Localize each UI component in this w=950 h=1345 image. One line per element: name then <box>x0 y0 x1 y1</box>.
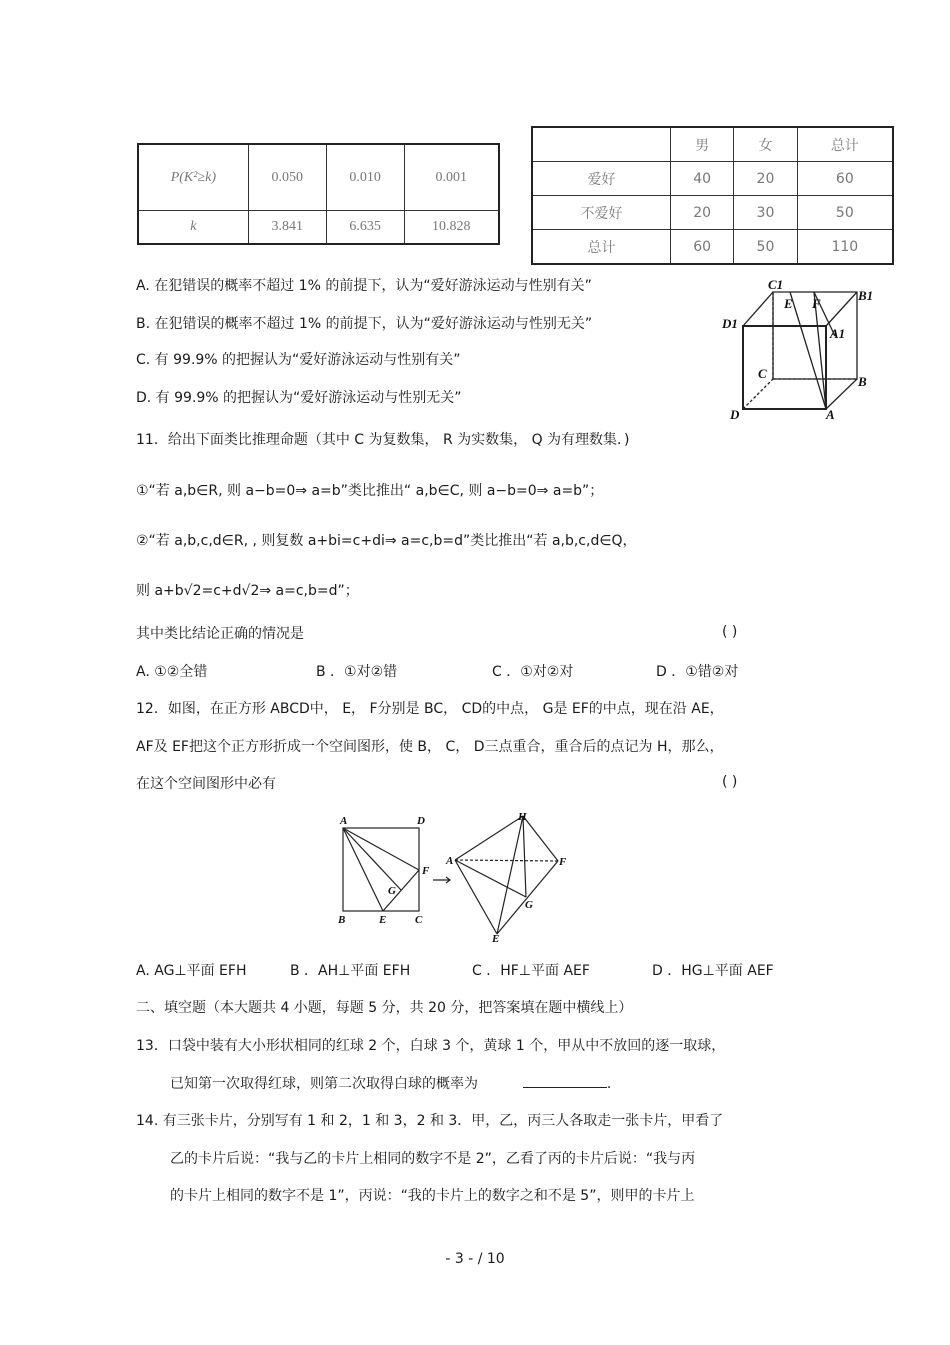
q14-line1: 14. 有三张卡片，分别写有 1 和 2，1 和 3，2 和 3．甲，乙，丙三人各取走一张卡片，甲看了 <box>136 1113 724 1129</box>
fold-label: F <box>422 865 430 877</box>
table2-cell: 50 <box>797 196 893 230</box>
table2-header-cell: 女 <box>734 127 797 162</box>
fold-label: C <box>415 914 423 926</box>
cube-label: A1 <box>830 326 846 341</box>
fold-arrow-label: → <box>434 868 435 869</box>
q13-line2 <box>170 1073 611 1094</box>
table1-cell: 6.635 <box>326 211 404 245</box>
table2-cell: 爱好 <box>532 162 670 196</box>
table1-header-cell: 0.001 <box>404 144 499 211</box>
table2-header-cell: 男 <box>670 127 733 162</box>
section-2-heading: 二、填空题（本大题共 4 小题，每题 5 分，共 20 分，把答案填在题中横线上） <box>136 1000 633 1016</box>
fold-label: E <box>379 914 387 926</box>
q10-option-b: B. 在犯错误的概率不超过 1% 的前提下，认为“爱好游泳运动与性别无关” <box>136 316 593 332</box>
q10-option-d: D. 有 99.9% 的把握认为“爱好游泳运动与性别无关” <box>136 390 462 406</box>
fold-figure <box>330 808 580 943</box>
table2-cell: 20 <box>670 196 733 230</box>
cube-label: B <box>858 374 867 389</box>
table2-cell: 60 <box>797 162 893 196</box>
table1-header-cell: 0.010 <box>326 144 404 211</box>
q12-option-c: C ．HF⊥平面 AEF <box>472 963 590 979</box>
table1-header-cell: P(K²≥k) <box>138 144 248 211</box>
table1-cell: 10.828 <box>404 211 499 245</box>
q11-question: 其中类比结论正确的情况是 <box>136 626 304 642</box>
table2-header-cell <box>532 127 670 162</box>
q12-option-d: D ．HG⊥平面 AEF <box>652 963 774 979</box>
fold-label: G <box>525 899 533 911</box>
fold-label: H <box>518 811 527 823</box>
contingency-table <box>531 126 894 265</box>
table1-header-cell: 0.050 <box>248 144 326 211</box>
q13-answer-blank[interactable] <box>523 1073 607 1088</box>
q11-proposition-2: ②“若 a,b,c,d∈R, , 则复数 a+bi=c+di⇒ a=c,b=d”类比推出“若 a,b,c,d∈Q， <box>136 533 637 549</box>
q12-stem-line2: AF及 EF把这个正方形折成一个空间图形，使 B， C， D三点重合，重合后的点记为 H，那么， <box>136 739 724 755</box>
q13-line1: 13．口袋中装有大小形状相同的红球 2 个，白球 3 个，黄球 1 个，甲从中不放回的逐一取球， <box>136 1038 726 1054</box>
cube-figure <box>720 276 880 426</box>
q11-answer-paren: ( ) <box>722 624 738 640</box>
table2-cell: 30 <box>734 196 797 230</box>
table2-cell: 不爱好 <box>532 196 670 230</box>
cube-label: A <box>826 407 835 422</box>
q13-line2-text: 已知第一次取得红球，则第二次取得白球的概率为 <box>170 1076 478 1092</box>
q10-option-a: A. 在犯错误的概率不超过 1% 的前提下，认为“爱好游泳运动与性别有关” <box>136 278 592 294</box>
cube-label: D1 <box>722 316 738 331</box>
q12-option-a: A. AG⊥平面 EFH <box>136 963 247 979</box>
q13-period: . <box>606 1076 612 1092</box>
q10-option-c: C. 有 99.9% 的把握认为“爱好游泳运动与性别有关” <box>136 352 461 368</box>
cube-label: B1 <box>858 288 874 303</box>
table2-cell: 总计 <box>532 230 670 265</box>
table1-cell: k <box>138 211 248 245</box>
table1-cell: 3.841 <box>248 211 326 245</box>
fold-label: E <box>492 933 500 943</box>
page-number: - 3 - / 10 <box>445 1251 505 1267</box>
fold-label: A <box>446 855 454 867</box>
q11-proposition-1: ①“若 a,b∈R, 则 a−b=0⇒ a=b”类比推出“ a,b∈C, 则 a−b=0⇒ a=b”； <box>136 483 604 499</box>
q12-stem-line1: 12．如图，在正方形 ABCD中， E， F分别是 BC， CD的中点， G是 EF的中点，现在沿 AE， <box>136 701 724 717</box>
cube-label: E <box>784 296 793 311</box>
q11-option-b: B ．①对②错 <box>316 664 398 680</box>
q11-option-d: D ．①错②对 <box>656 664 739 680</box>
table2-cell: 110 <box>797 230 893 265</box>
fold-label: A <box>340 815 348 827</box>
table2-cell: 20 <box>734 162 797 196</box>
q14-line3: 的卡片上相同的数字不是 1”，丙说：“我的卡片上的数字之和不是 5”，则甲的卡片上 <box>170 1188 695 1204</box>
q12-stem-line3: 在这个空间图形中必有 <box>136 776 276 792</box>
q12-answer-paren: ( ) <box>722 774 738 790</box>
q11-option-c: C ．①对②对 <box>492 664 574 680</box>
cube-label: C <box>758 366 767 381</box>
table2-cell: 40 <box>670 162 733 196</box>
cube-label: D <box>730 407 740 422</box>
critical-value-table <box>137 143 500 245</box>
fold-label: B <box>338 914 346 926</box>
fold-label: D <box>417 815 425 827</box>
fold-label: G <box>388 885 396 897</box>
cube-label: F <box>812 296 821 311</box>
q11-option-a: A. ①②全错 <box>136 664 208 680</box>
q12-option-b: B ．AH⊥平面 EFH <box>290 963 411 979</box>
cube-label: C1 <box>768 277 784 292</box>
q14-line2: 乙的卡片后说：“我与乙的卡片上相同的数字不是 2”，乙看了丙的卡片后说：“我与丙 <box>170 1151 696 1167</box>
table2-cell: 60 <box>670 230 733 265</box>
table2-cell: 50 <box>734 230 797 265</box>
q11-proposition-2-cont: 则 a+b√2=c+d√2⇒ a=c,b=d”； <box>136 583 359 599</box>
table2-header-cell: 总计 <box>797 127 893 162</box>
fold-label: F <box>559 856 567 868</box>
q11-stem: 11．给出下面类比推理命题（其中 C 为复数集， R 为实数集， Q 为有理数集．) <box>136 432 630 448</box>
